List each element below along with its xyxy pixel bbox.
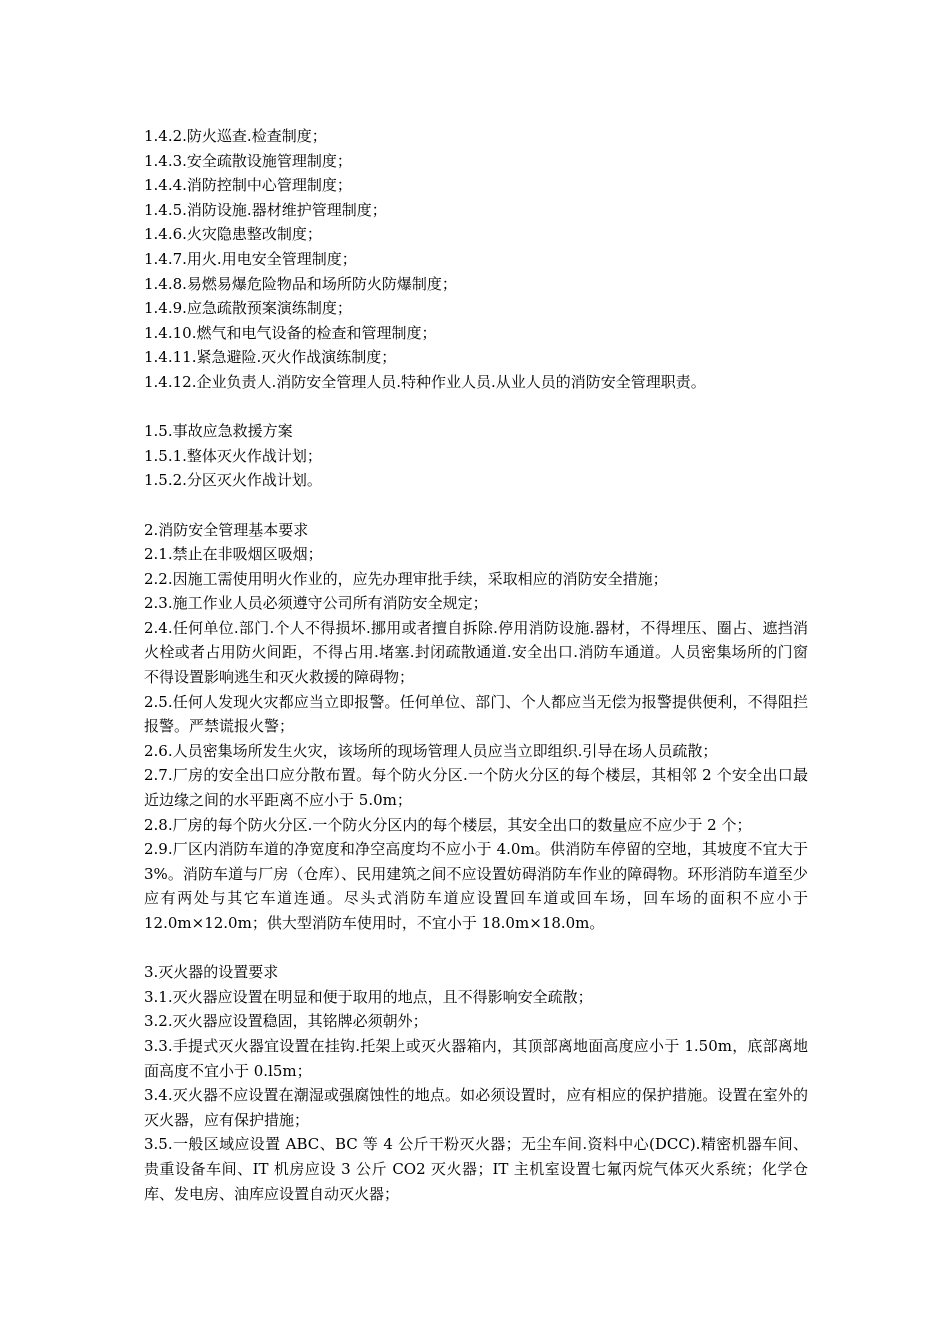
list-item: 2.3.施工作业人员必须遵守公司所有消防安全规定； <box>144 594 488 613</box>
list-item: 1.4.11.紧急避险.灭火作战演练制度； <box>144 348 397 367</box>
list-item: 3.4.灭火器不应设置在潮湿或强腐蚀性的地点。如必须设置时，应有相应的保护措施。设置在室外的灭火器，应有保护措施； <box>144 1086 808 1129</box>
paragraph-gap <box>144 493 808 518</box>
list-item: 2.5.任何人发现火灾都应当立即报警。任何单位、部门、个人都应当无偿为报警提供便利，不得阻拦报警。严禁谎报火警； <box>144 692 808 736</box>
section-heading: 2.消防安全管理基本要求 <box>144 520 309 539</box>
list-item: 2.1.禁止在非吸烟区吸烟； <box>144 545 323 564</box>
list-item: 1.5.2.分区灭火作战计划。 <box>144 471 322 490</box>
section-2 <box>144 518 808 936</box>
list-item: 3.5.一般区域应设置 ABC、BC 等 4 公斤干粉灭火器；无尘车间.资料中心(DCC).精密机器车间、贵重设备车间、IT 机房应设 3 公斤 CO2 灭火器；IT 主机室设置七氟丙烷气体灭火系统；化学仓库、发电房、油库应设置自动灭火器； <box>144 1135 808 1203</box>
list-item: 1.4.6.火灾隐患整改制度； <box>144 225 322 244</box>
list-item: 1.4.12.企业负责人.消防安全管理人员.特种作业人员.从业人员的消防安全管理职责。 <box>144 372 706 391</box>
section-heading: 1.5.事故应急救援方案 <box>144 422 293 441</box>
list-item: 2.7.厂房的安全出口应分散布置。每个防火分区.一个防火分区的每个楼层，其相邻 2 个安全出口最近边缘之间的水平距离不应小于 5.0m； <box>144 766 808 810</box>
list-item: 3.3.手提式灭火器宜设置在挂钩.托架上或灭火器箱内，其顶部离地面高度应小于 1.50m，底部离地面高度不宜小于 0.l5m； <box>144 1036 808 1080</box>
list-item: 3.2.灭火器应设置稳固，其铭牌必须朝外； <box>144 1012 428 1031</box>
section-1-5 <box>144 419 808 493</box>
list-item: 1.4.7.用火.用电安全管理制度； <box>144 249 357 268</box>
list-item: 1.4.3.安全疏散设施管理制度； <box>144 151 352 170</box>
list-item: 2.2.因施工需使用明火作业的，应先办理审批手续，采取相应的消防安全措施； <box>144 569 668 588</box>
section-3 <box>144 960 808 1206</box>
list-item: 1.4.8.易燃易爆危险物品和场所防火防爆制度； <box>144 274 457 293</box>
document-body <box>144 124 808 1206</box>
list-item: 1.4.10.燃气和电气设备的检查和管理制度； <box>144 323 437 342</box>
paragraph-gap <box>144 395 808 420</box>
section-1-4-list <box>144 124 808 395</box>
section-heading: 3.灭火器的设置要求 <box>144 963 279 982</box>
list-item: 2.8.厂房的每个防火分区.一个防火分区内的每个楼层，其安全出口的数量应不应少于 2 个； <box>144 815 752 834</box>
list-item: 1.4.5.消防设施.器材维护管理制度； <box>144 200 387 219</box>
list-item: 3.1.灭火器应设置在明显和便于取用的地点，且不得影响安全疏散； <box>144 987 593 1006</box>
list-item: 2.9.厂区内消防车道的净宽度和净空高度均不应小于 4.0m。供消防车停留的空地，其坡度不宜大于 3%。消防车道与厂房（仓库）、民用建筑之间不应设置妨碍消防车作业的障碍物。环形消防车道至少应有两处与其它车道连通。尽头式消防车道应设置回车道或回车场，回车场的面积不应小于 12.0m×12.0m；供大型消防车使用时，不宜小于 18.0m×18.0m。 <box>144 840 808 932</box>
list-item: 2.6.人员密集场所发生火灾，该场所的现场管理人员应当立即组织.引导在场人员疏散； <box>144 741 718 760</box>
list-item: 2.4.任何单位.部门.个人不得损坏.挪用或者擅自拆除.停用消防设施.器材，不得埋压、圈占、遮挡消火栓或者占用防火间距，不得占用.堵塞.封闭疏散通道.安全出口.消防车通道。人员密集场所的门窗不得设置影响逃生和灭火救援的障碍物； <box>144 618 808 687</box>
list-item: 1.4.9.应急疏散预案演练制度； <box>144 299 352 318</box>
list-item: 1.4.4.消防控制中心管理制度； <box>144 176 352 195</box>
list-item: 1.5.1.整体灭火作战计划； <box>144 446 322 465</box>
paragraph-gap <box>144 936 808 961</box>
list-item: 1.4.2.防火巡查.检查制度； <box>144 127 327 145</box>
